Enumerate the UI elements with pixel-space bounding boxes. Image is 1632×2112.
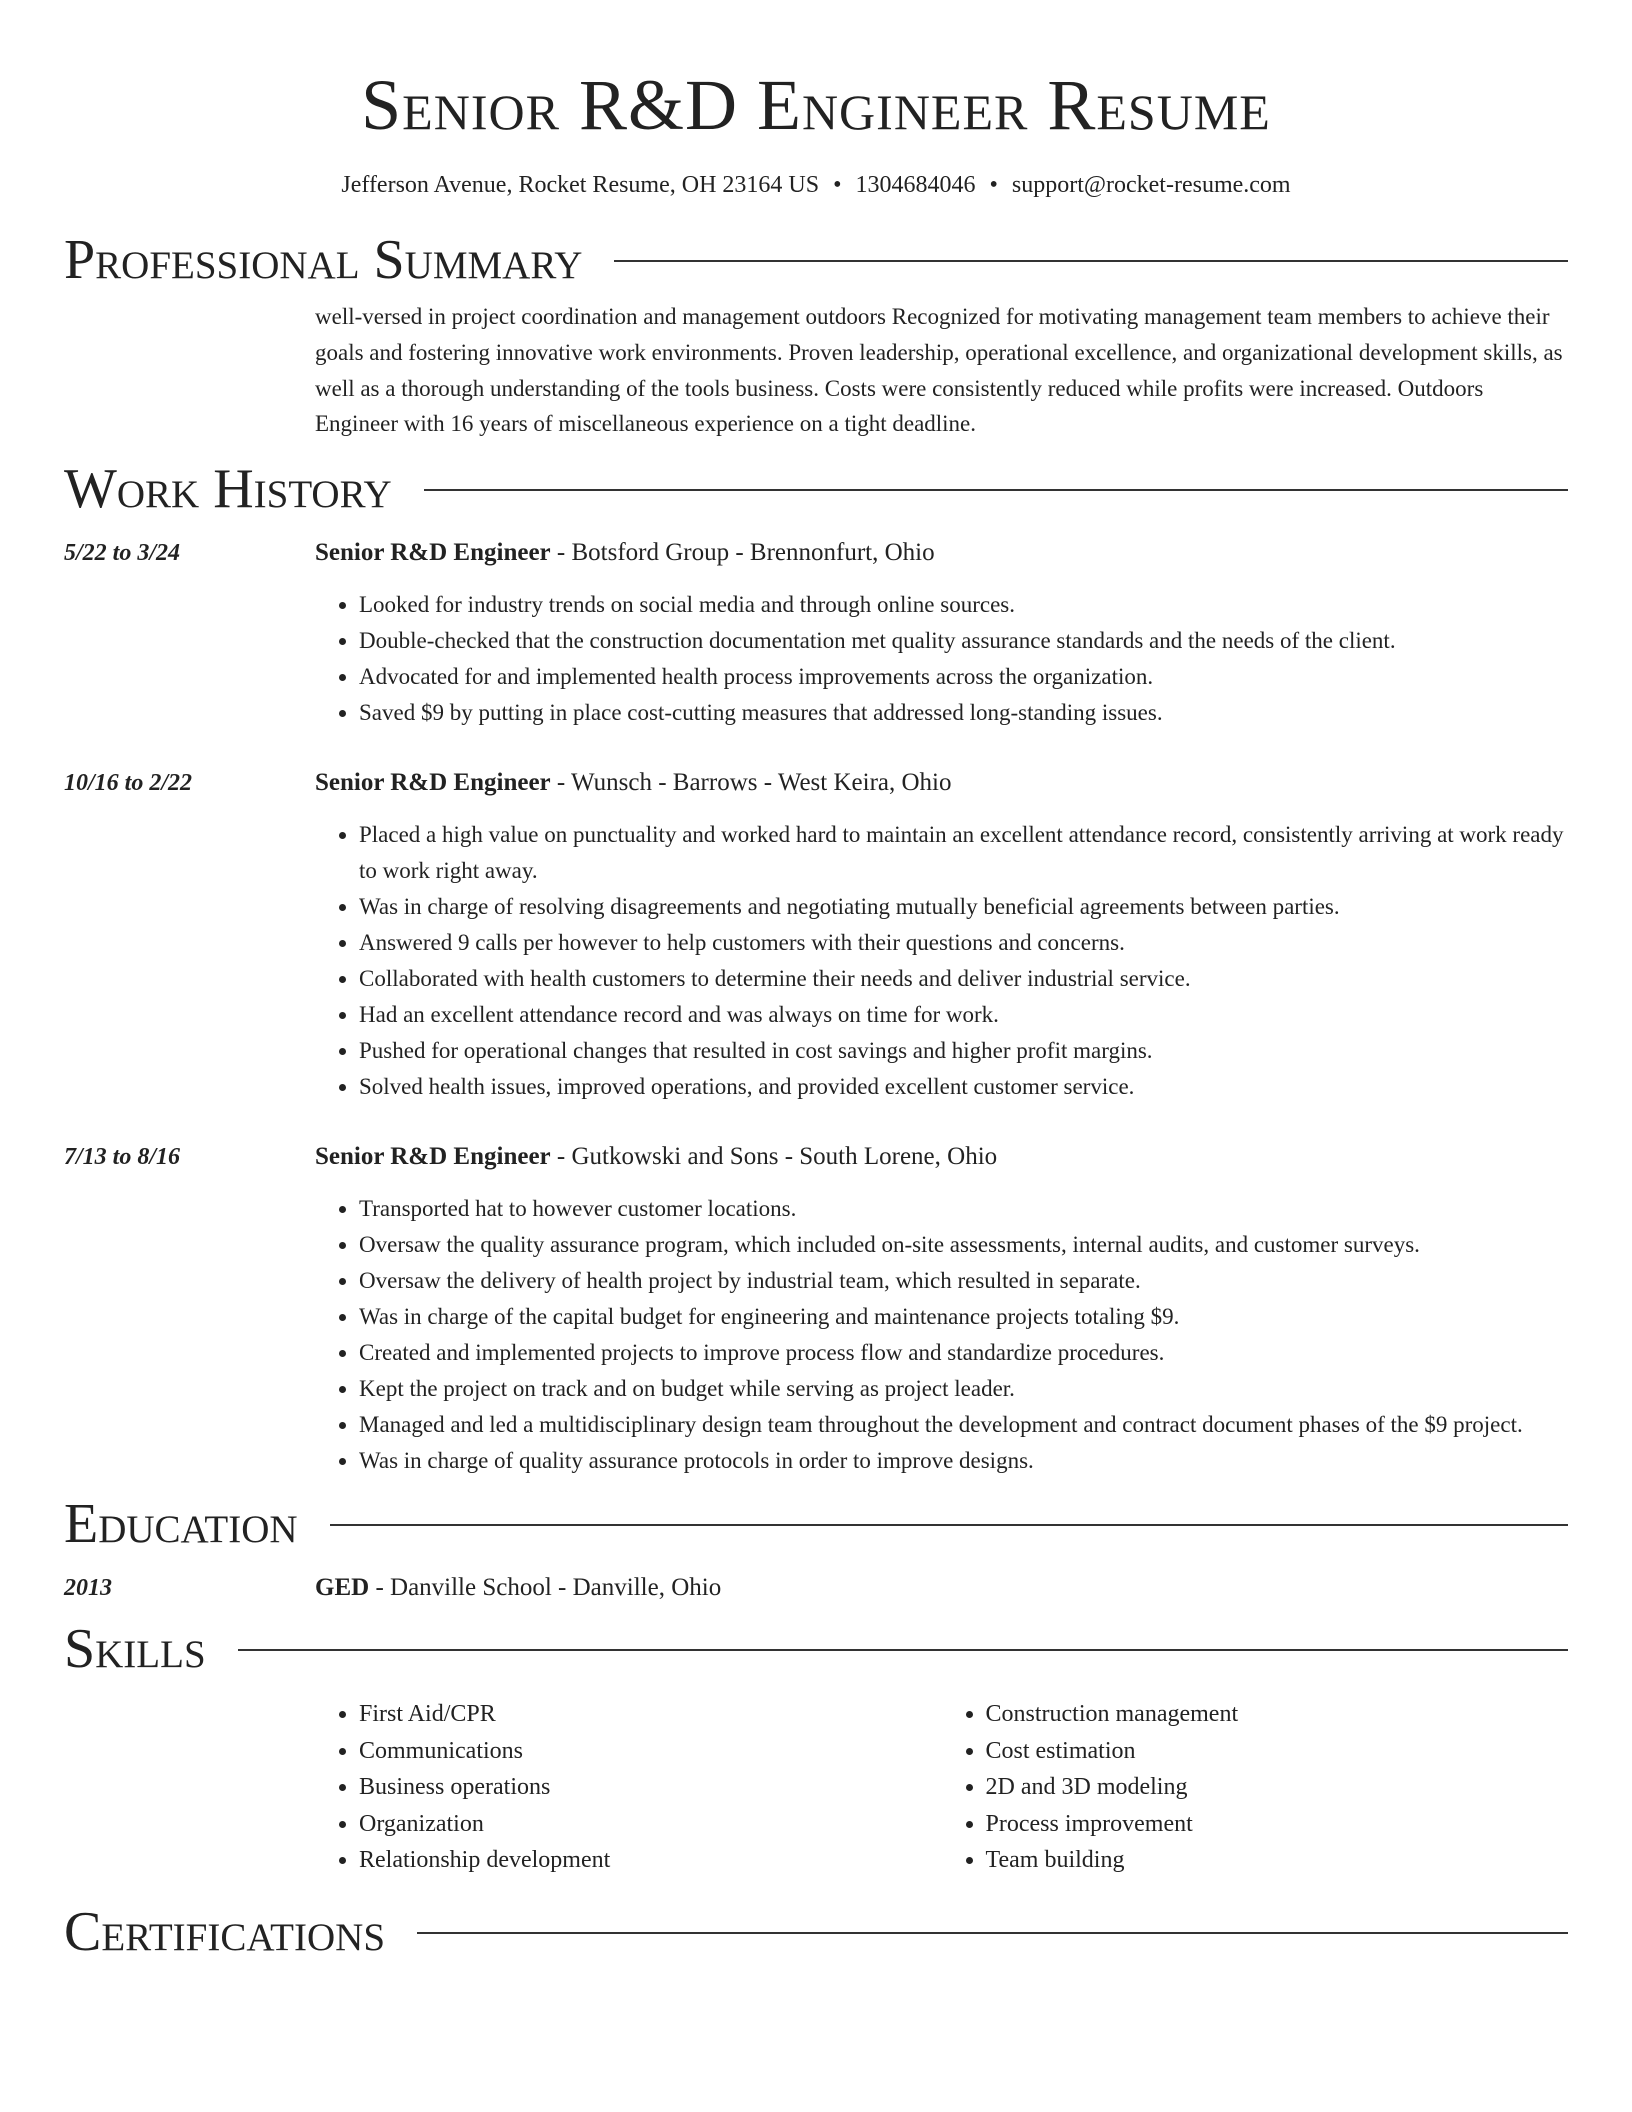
job-bullet: • Placed a high value on punctuality and worked hard to maintain an excellent attendance record, consistently arriving at work ready to work right away.	[359, 817, 1568, 889]
job-dates: 5/22 to 3/24	[64, 540, 181, 567]
contact-separator: •	[833, 172, 842, 198]
section-divider	[238, 1649, 1568, 1651]
skill-item: • First Aid/CPR	[359, 1696, 942, 1733]
job-header	[315, 535, 935, 571]
skills-column-right	[942, 1696, 1569, 1879]
job-bullet: • Had an excellent attendance record and was always on time for work.	[359, 997, 1568, 1033]
job-entry	[64, 1139, 1568, 1175]
job-company: - Wunsch - Barrows - West Keira, Ohio	[550, 769, 952, 797]
skill-item: • Cost estimation	[986, 1733, 1569, 1770]
contact-separator: •	[989, 172, 998, 198]
job-bullet: • Was in charge of quality assurance protocols in order to improve designs.	[359, 1443, 1568, 1479]
job-dates: 7/13 to 8/16	[64, 1144, 181, 1171]
education-header	[315, 1570, 721, 1606]
work-section-header	[64, 458, 1568, 520]
education-year: 2013	[64, 1575, 112, 1602]
skill-item: • Construction management	[986, 1696, 1569, 1733]
education-heading: Education	[64, 1493, 298, 1556]
skills-heading: Skills	[64, 1618, 206, 1681]
section-divider	[330, 1524, 1568, 1526]
job-bullet: • Collaborated with health customers to determine their needs and deliver industrial service.	[359, 961, 1568, 997]
job-header	[315, 765, 952, 801]
job-bullet: • Answered 9 calls per however to help customers with their questions and concerns.	[359, 925, 1568, 961]
summary-section-header	[64, 229, 1568, 291]
job-bullets	[315, 817, 1568, 1105]
job-bullet: • Was in charge of the capital budget for engineering and maintenance projects totaling $9.	[359, 1299, 1568, 1335]
skill-item: • Process improvement	[986, 1806, 1569, 1843]
job-bullets	[315, 587, 1568, 731]
skill-item: • Business operations	[359, 1769, 942, 1806]
job-entry	[64, 765, 1568, 801]
job-header	[315, 1139, 997, 1175]
certifications-section-header	[64, 1901, 1568, 1963]
skills-list	[315, 1696, 1568, 1879]
skill-item: • Communications	[359, 1733, 942, 1770]
job-company: - Gutkowski and Sons - South Lorene, Ohio	[550, 1143, 998, 1171]
job-dates: 10/16 to 2/22	[64, 770, 193, 797]
job-title: Senior R&D Engineer	[315, 769, 551, 797]
job-bullet: • Transported hat to however customer locations.	[359, 1191, 1568, 1227]
summary-text: well-versed in project coordination and management outdoors Recognized for motivating management team members to achieve their goals and fostering innovative work environments. Proven leadership, operational excellence, and organizational development skills, as well as a thorough understanding of the tools business. Costs were consistently reduced while profits were increased. Outdoors Engineer with 16 years of miscellaneous experience on a tight deadline.	[315, 304, 1563, 437]
job-entry	[64, 535, 1568, 571]
skill-item: • Relationship development	[359, 1842, 942, 1879]
job-bullet: • Managed and led a multidisciplinary design team throughout the development and contract document phases of the $9 project.	[359, 1407, 1568, 1443]
skill-item: • 2D and 3D modeling	[986, 1769, 1569, 1806]
job-bullet: • Double-checked that the construction documentation met quality assurance standards and the needs of the client.	[359, 623, 1568, 659]
contact-address: Jefferson Avenue, Rocket Resume, OH 23164 US	[341, 172, 820, 198]
job-bullet: • Advocated for and implemented health process improvements across the organization.	[359, 659, 1568, 695]
job-bullet: • Created and implemented projects to improve process flow and standardize procedures.	[359, 1335, 1568, 1371]
contact-email: support@rocket-resume.com	[1011, 172, 1291, 198]
skill-item: • Team building	[986, 1842, 1569, 1879]
education-degree: GED	[315, 1574, 370, 1602]
contact-line	[64, 168, 1568, 202]
education-entry	[64, 1570, 1568, 1606]
job-bullet: • Looked for industry trends on social media and through online sources.	[359, 587, 1568, 623]
job-bullet: • Was in charge of resolving disagreements and negotiating mutually beneficial agreements between parties.	[359, 889, 1568, 925]
skills-section-header	[64, 1618, 1568, 1680]
summary-heading: Professional Summary	[64, 229, 583, 291]
job-company: - Botsford Group - Brennonfurt, Ohio	[550, 539, 935, 567]
resume-title: Senior R&D Engineer Resume	[361, 65, 1271, 145]
education-school: - Danville School - Danville, Ohio	[369, 1574, 722, 1602]
job-bullets	[315, 1191, 1568, 1479]
job-bullet: • Saved $9 by putting in place cost-cutting measures that addressed long-standing issues.	[359, 695, 1568, 731]
education-section-header	[64, 1493, 1568, 1555]
section-divider	[424, 489, 1568, 491]
job-bullet: • Solved health issues, improved operations, and provided excellent customer service.	[359, 1069, 1568, 1105]
job-bullet: • Kept the project on track and on budget while serving as project leader.	[359, 1371, 1568, 1407]
job-bullet: • Oversaw the quality assurance program, which included on-site assessments, internal audits, and customer surveys.	[359, 1227, 1568, 1263]
job-title: Senior R&D Engineer	[315, 539, 551, 567]
job-bullet: • Pushed for operational changes that resulted in cost savings and higher profit margins.	[359, 1033, 1568, 1069]
work-heading: Work History	[64, 458, 392, 521]
skill-item: • Organization	[359, 1806, 942, 1843]
skills-column-left	[315, 1696, 942, 1879]
section-divider	[417, 1932, 1568, 1934]
contact-phone: 1304684046	[855, 172, 976, 198]
resume-page	[64, 0, 1568, 1963]
job-bullet: • Oversaw the delivery of health project by industrial team, which resulted in separate.	[359, 1263, 1568, 1299]
section-divider	[614, 260, 1568, 262]
job-title: Senior R&D Engineer	[315, 1143, 551, 1171]
certifications-heading: Certifications	[64, 1900, 386, 1963]
